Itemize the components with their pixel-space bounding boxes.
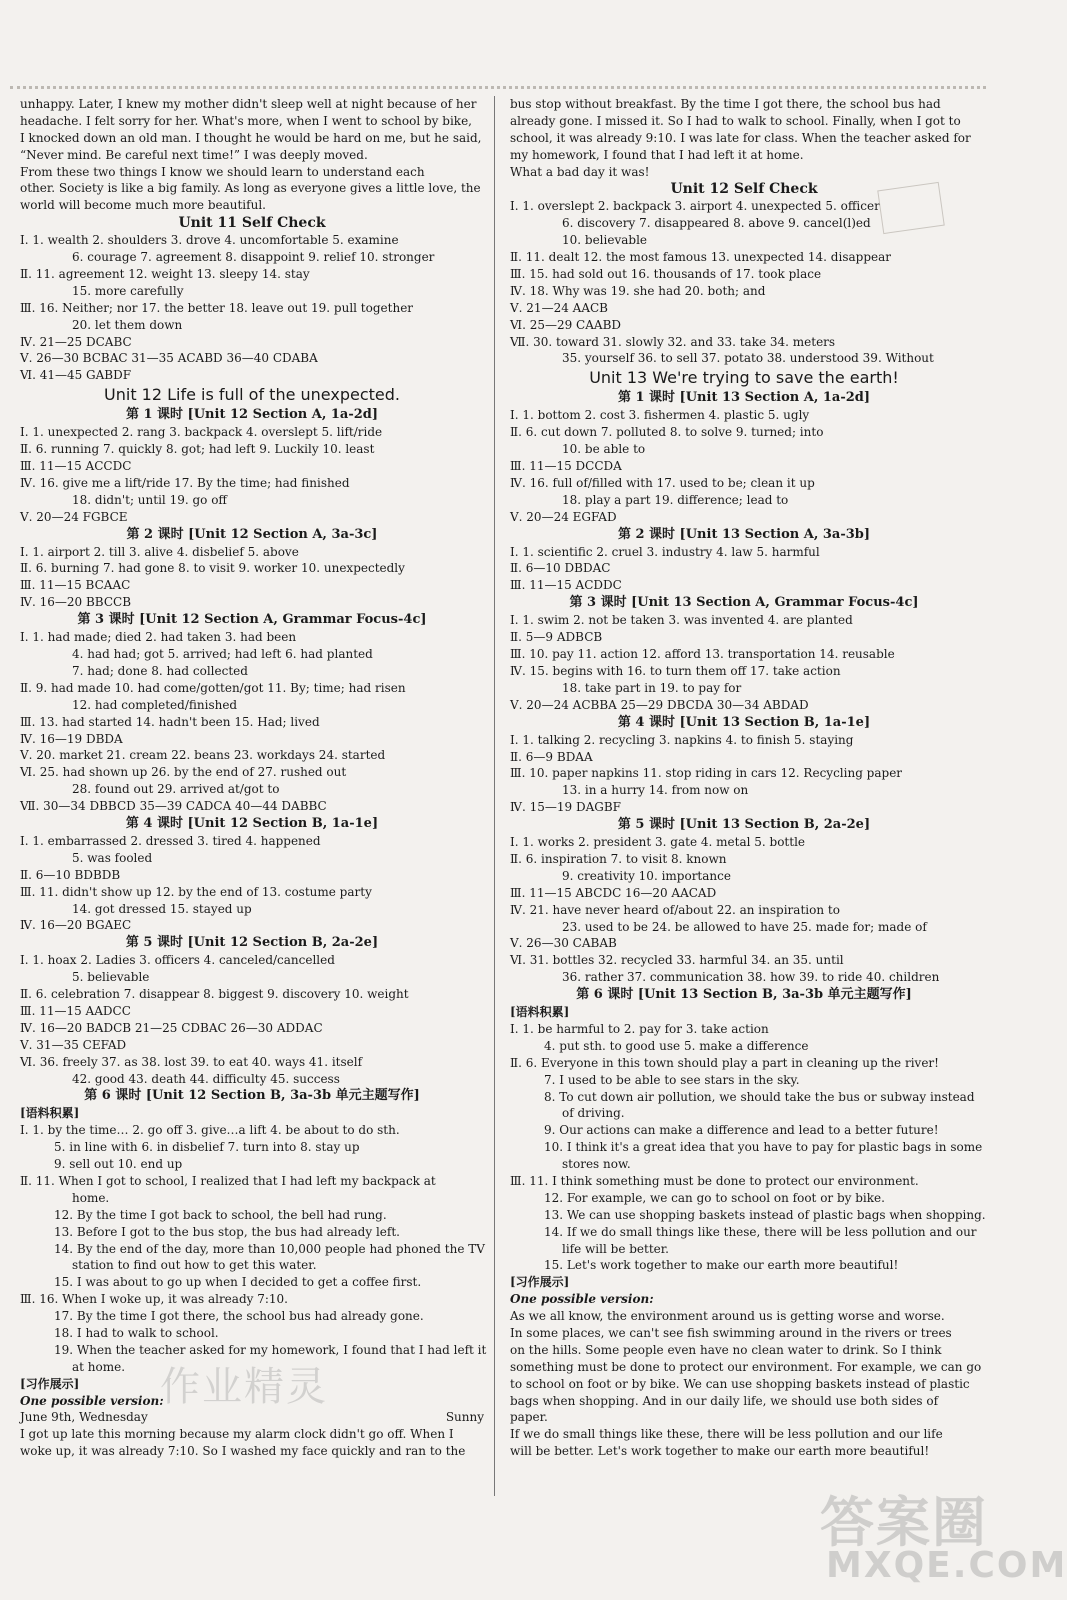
answer-line: 5. believable [72,970,150,985]
answer-line: Ⅲ. 11. I think something must be done to protect our environment. [510,1173,919,1188]
answer-line: station to find out how to get this water. [72,1258,317,1273]
answer-line: 10. believable [562,233,648,248]
text-line: world will become much more beautiful. [20,198,266,213]
answer-line: Ⅴ. 20—24 EGFAD [510,509,617,524]
answer-line: Ⅲ. 11—15 DCCDA [510,459,622,474]
answer-line: 14. By the end of the day, more than 10,000 people had phoned the TV [54,1241,485,1256]
answer-line: Ⅳ. 16—20 BGAEC [20,918,132,933]
text-line: bags when shopping. And in our daily life, we should use both sides of [510,1393,939,1408]
answer-line: 9. Our actions can make a difference and lead to a better future! [544,1123,939,1138]
text-line: If we do small things like these, there will be less pollution and our life [510,1427,943,1442]
text-line: my homework, I found that I had left it at home. [510,147,804,162]
answer-line: Ⅲ. 11. didn't show up 12. by the end of 13. costume party [20,884,372,899]
answer-line: Ⅱ. 6. burning 7. had gone 8. to visit 9. worker 10. unexpectedly [20,561,405,576]
text-line: As we all know, the environment around us is getting worse and worse. [510,1309,945,1324]
answer-line: Ⅰ. 1. overslept 2. backpack 3. airport 4. unexpected 5. officer [510,199,880,214]
answer-line: Ⅴ. 31—35 CEFAD [20,1037,127,1052]
answer-line: 9. creativity 10. importance [562,868,731,883]
answer-line: Ⅵ. 25. had shown up 26. by the end of 27. rushed out [20,765,347,780]
answer-line: Ⅵ. 25—29 CAABD [510,317,622,332]
answer-line: Ⅳ. 21—25 DCABC [20,334,132,349]
answer-line: 18. play a part 19. difference; lead to [562,492,789,507]
answer-line: Ⅲ. 11—15 ACDDC [510,578,622,593]
answer-line: Ⅳ. 15. begins with 16. to turn them off 17. take action [510,663,841,678]
section-heading: Unit 11 Self Check [178,215,326,232]
answer-line: 35. yourself 36. to sell 37. potato 38. understood 39. Without [562,351,934,366]
answer-line: 14. If we do small things like these, there will be less pollution and our [544,1224,977,1239]
answer-line: life will be better. [562,1241,669,1256]
answer-line: home. [72,1190,110,1205]
answer-line: Ⅲ. 10. pay 11. action 12. afford 13. transportation 14. reusable [510,647,895,662]
subsection-label: [习作展示] [510,1275,570,1290]
lesson-heading: 第 5 课时 [Unit 12 Section B, 2a-2e] [125,935,379,951]
text-line: From these two things I know we should learn to understand each [20,164,425,179]
text-line: unhappy. Later, I knew my mother didn't sleep well at night because of her [20,97,477,111]
answer-line: Ⅴ. 26—30 BCBAC 31—35 ACABD 36—40 CDABA [20,351,318,366]
watermark-right: 答案圈 [820,1491,988,1554]
answer-line: Ⅰ. 1. had made; died 2. had taken 3. had been [20,630,297,645]
answer-line: 36. rather 37. communication 38. how 39. to ride 40. children [562,970,940,985]
answer-line: Ⅳ. 16—20 BADCB 21—25 CDBAC 26—30 ADDAC [20,1020,323,1035]
answer-line: Ⅱ. 6. Everyone in this town should play a part in cleaning up the river! [510,1055,939,1070]
answer-line: 12. For example, we can go to school on foot or by bike. [544,1190,885,1205]
answer-line: Ⅴ. 20—24 ACBBA 25—29 DBCDA 30—34 ABDAD [510,697,809,712]
text-line: to school on foot or by bike. We can use shopping baskets instead of plastic [510,1376,970,1391]
top-border [10,86,986,93]
answer-line: Ⅴ. 21—24 AACB [510,300,608,315]
answer-line: 5. was fooled [72,850,153,865]
answer-line: 9. sell out 10. end up [54,1157,183,1172]
answer-line: Ⅱ. 11. When I got to school, I realized that I had left my backpack at [20,1173,436,1188]
answer-line: Ⅱ. 6. running 7. quickly 8. got; had left 9. Luckily 10. least [20,442,375,457]
answer-line: Ⅳ. 18. Why was 19. she had 20. both; and [510,283,766,298]
text-line: bus stop without breakfast. By the time I got there, the school bus had [510,97,941,111]
answer-line: of driving. [562,1106,625,1121]
answer-line: Ⅰ. 1. unexpected 2. rang 3. backpack 4. overslept 5. lift/ride [20,425,383,440]
answer-line: Ⅴ. 20—24 FGBCE [20,509,128,524]
text-line: I got up late this morning because my alarm clock didn't go off. When I [20,1427,454,1442]
answer-line: 13. in a hurry 14. from now on [562,783,749,798]
answer-line: 23. used to be 24. be allowed to have 25. made for; made of [562,919,927,934]
answer-line: 20. let them down [72,317,183,332]
answer-line: Ⅱ. 11. agreement 12. weight 13. sleepy 14. stay [20,267,310,282]
answer-line: Ⅳ. 15—19 DAGBF [510,800,621,815]
answer-line: 12. By the time I got back to school, the bell had rung. [54,1207,387,1222]
text-line: In some places, we can't see fish swimming around in the rivers or trees [510,1326,952,1340]
version-label: One possible version: [20,1393,164,1408]
answer-line: Ⅰ. 1. airport 2. till 3. alive 4. disbelief 5. above [20,544,299,559]
version-label: One possible version: [510,1292,654,1307]
answer-line: Ⅵ. 41—45 GABDF [20,368,132,383]
answer-line: Ⅲ. 10. paper napkins 11. stop riding in cars 12. Recycling paper [510,766,903,781]
watermark-left: 作业精灵 [160,1364,328,1410]
lesson-heading: 第 1 课时 [Unit 13 Section A, 1a-2d] [617,390,871,406]
lesson-heading: 第 2 课时 [Unit 12 Section A, 3a-3c] [126,526,378,542]
answer-line: Ⅱ. 9. had made 10. had come/gotten/got 11. By; time; had risen [20,680,406,695]
answer-line: Ⅲ. 11—15 ABCDC 16—20 AACAD [510,885,717,900]
answer-line: Ⅰ. 1. hoax 2. Ladies 3. officers 4. canceled/cancelled [20,953,335,968]
answer-line: Ⅰ. 1. talking 2. recycling 3. napkins 4. to finish 5. staying [510,732,854,747]
answer-line: Ⅱ. 6—10 DBDAC [510,561,611,576]
diary-date: June 9th, Wednesday [20,1410,148,1425]
unit-title: Unit 12 Life is full of the unexpected. [104,385,400,405]
answer-line: Ⅰ. 1. bottom 2. cost 3. fishermen 4. plastic 5. ugly [510,408,810,423]
answer-line: Ⅰ. 1. wealth 2. shoulders 3. drove 4. uncomfortable 5. examine [20,233,399,248]
answer-line: Ⅱ. 6—9 BDAA [510,749,593,764]
lesson-heading: 第 2 课时 [Unit 13 Section A, 3a-3b] [617,526,871,542]
answer-line: 13. Before I got to the bus stop, the bus had already left. [54,1224,400,1239]
answer-line: 19. When the teacher asked for my homework, I found that I had left it [54,1342,487,1357]
subsection-label: [语料积累] [510,1005,570,1020]
answer-line: Ⅳ. 16—19 DBDA [20,731,123,746]
answer-line: at home. [72,1359,126,1374]
answer-line: 18. take part in 19. to pay for [562,680,742,695]
answer-line: 28. found out 29. arrived at/got to [72,782,280,797]
lesson-heading: 第 1 课时 [Unit 12 Section A, 1a-2d] [125,407,379,423]
answer-line: Ⅲ. 15. had sold out 16. thousands of 17. took place [510,267,822,282]
answer-line: 5. in line with 6. in disbelief 7. turn into 8. stay up [54,1140,360,1155]
answer-line: Ⅲ. 11—15 AADCC [20,1003,131,1018]
lesson-heading: 第 5 课时 [Unit 13 Section B, 2a-2e] [617,817,871,833]
text-line: What a bad day it was! [510,164,650,179]
answer-line: Ⅲ. 11—15 BCAAC [20,578,131,593]
answer-line: Ⅱ. 6. inspiration 7. to visit 8. known [510,851,727,866]
answer-line: 10. be able to [562,442,646,457]
text-line: other. Society is like a big family. As long as everyone gives a little love, the [20,181,481,196]
unit-title: Unit 13 We're trying to save the earth! [589,368,899,388]
answer-line: 12. had completed/finished [72,697,238,712]
lesson-heading: 第 3 课时 [Unit 13 Section A, Grammar Focus-4c] [569,595,919,611]
answer-line: Ⅱ. 6. cut down 7. polluted 8. to solve 9. turned; into [510,425,824,440]
answer-line: Ⅰ. 1. works 2. president 3. gate 4. metal 5. bottle [510,835,806,850]
answer-line: 14. got dressed 15. stayed up [72,901,252,916]
answer-line: 18. I had to walk to school. [54,1326,219,1340]
answer-line: 15. I was about to go up when I decided to get a coffee first. [54,1275,422,1290]
text-line: on the hills. Some people even have no clean water to drink. So I think [510,1342,942,1357]
answer-line: 18. didn't; until 19. go off [72,492,227,507]
column-divider [494,96,495,1496]
answer-line: Ⅳ. 16. full of/filled with 17. used to be; clean it up [510,475,815,490]
answer-line: 7. I used to be able to see stars in the sky. [544,1072,800,1087]
lesson-heading: 第 4 课时 [Unit 13 Section B, 1a-1e] [617,714,871,730]
ink-stamp [877,182,945,234]
text-line: woke up, it was already 7:10. So I washed my face quickly and ran to the [20,1444,466,1459]
answer-line: 6. courage 7. agreement 8. disappoint 9. relief 10. stronger [72,250,435,265]
answer-line: Ⅲ. 11—15 ACCDC [20,459,132,474]
answer-line: Ⅰ. 1. be harmful to 2. pay for 3. take action [510,1021,769,1036]
watermark-site: MXQE.COM [826,1545,1067,1586]
text-line: I knocked down an old man. I thought he would be hard on me, but he said, [20,130,482,145]
answer-line: Ⅰ. 1. scientific 2. cruel 3. industry 4. law 5. harmful [510,544,820,559]
lesson-heading: 第 6 课时 [Unit 13 Section B, 3a-3b 单元主题写作] [576,987,912,1003]
answer-line: 10. I think it's a great idea that you have to pay for plastic bags in some [544,1140,983,1155]
answer-line: Ⅲ. 16. Neither; nor 17. the better 18. leave out 19. pull together [20,300,414,315]
diary-weather: Sunny [445,1410,484,1425]
answer-line: 4. put sth. to good use 5. make a difference [544,1038,809,1053]
answer-line: 4. had had; got 5. arrived; had left 6. had planted [72,647,373,662]
answer-line: Ⅰ. 1. swim 2. not be taken 3. was invented 4. are planted [510,613,853,628]
text-line: headache. I felt sorry for her. What's more, when I went to school by bike, [20,113,472,128]
answer-line: Ⅲ. 16. When I woke up, it was already 7:10. [20,1292,288,1307]
lesson-heading: 第 6 课时 [Unit 12 Section B, 3a-3b 单元主题写作] [84,1088,420,1104]
answer-line: Ⅱ. 5—9 ADBCB [510,630,603,645]
answer-line: 15. Let's work together to make our earth more beautiful! [544,1258,899,1273]
answer-line: Ⅵ. 36. freely 37. as 38. lost 39. to eat 40. ways 41. itself [20,1054,363,1069]
answer-line: Ⅵ. 31. bottles 32. recycled 33. harmful 34. an 35. until [510,953,844,968]
subsection-label: [习作展示] [20,1376,80,1391]
answer-line: Ⅰ. 1. by the time… 2. go off 3. give…a lift 4. be about to do sth. [20,1123,400,1138]
answer-line: Ⅶ. 30. toward 31. slowly 32. and 33. take 34. meters [510,334,836,349]
answer-line: Ⅲ. 13. had started 14. hadn't been 15. Had; lived [20,714,320,729]
text-line: will be better. Let's work together to make our earth more beautiful! [510,1444,930,1459]
answer-line: Ⅳ. 16. give me a lift/ride 17. By the time; had finished [20,475,350,490]
answer-line: Ⅰ. 1. embarrassed 2. dressed 3. tired 4. happened [20,833,321,848]
answer-line: 7. had; done 8. had collected [72,663,248,678]
text-line: school, it was already 9:10. I was late for class. When the teacher asked for [510,130,971,145]
section-heading: Unit 12 Self Check [670,181,818,198]
text-line: something must be done to protect our environment. For example, we can go [510,1359,982,1374]
text-line: “Never mind. Be careful next time!” I was deeply moved. [20,147,368,162]
answer-line: Ⅴ. 26—30 CABAB [510,936,617,951]
lesson-heading: 第 4 课时 [Unit 12 Section B, 1a-1e] [125,815,379,831]
answer-line: Ⅶ. 30—34 DBBCD 35—39 CADCA 40—44 DABBC [20,799,327,814]
answer-line: Ⅱ. 6—10 BDBDB [20,867,121,882]
right-column [510,96,986,1460]
answer-line: 8. To cut down air pollution, we should take the bus or subway instead [544,1089,975,1104]
text-line: already gone. I missed it. So I had to walk to school. Finally, when I got to [510,113,961,128]
answer-line: Ⅴ. 20. market 21. cream 22. beans 23. workdays 24. started [20,748,386,763]
left-column [20,96,487,1460]
answer-line: Ⅱ. 11. dealt 12. the most famous 13. unexpected 14. disappear [510,250,891,265]
answer-line: 15. more carefully [72,283,184,298]
subsection-label: [语料积累] [20,1106,80,1121]
answer-line: 6. discovery 7. disappeared 8. above 9. cancel(l)ed [562,216,871,231]
lesson-heading: 第 3 课时 [Unit 12 Section A, Grammar Focus-4c] [77,612,427,628]
answer-line: stores now. [562,1157,631,1172]
answer-line: 13. We can use shopping baskets instead of plastic bags when shopping. [544,1207,986,1222]
answer-line: 42. good 43. death 44. difficulty 45. success [72,1071,340,1086]
answer-line: Ⅳ. 16—20 BBCCB [20,595,132,610]
answer-line: 17. By the time I got there, the school bus had already gone. [54,1309,424,1324]
answer-line: Ⅱ. 6. celebration 7. disappear 8. biggest 9. discovery 10. weight [20,987,409,1002]
text-line: paper. [510,1410,548,1425]
answer-line: Ⅳ. 21. have never heard of/about 22. an inspiration to [510,902,840,917]
